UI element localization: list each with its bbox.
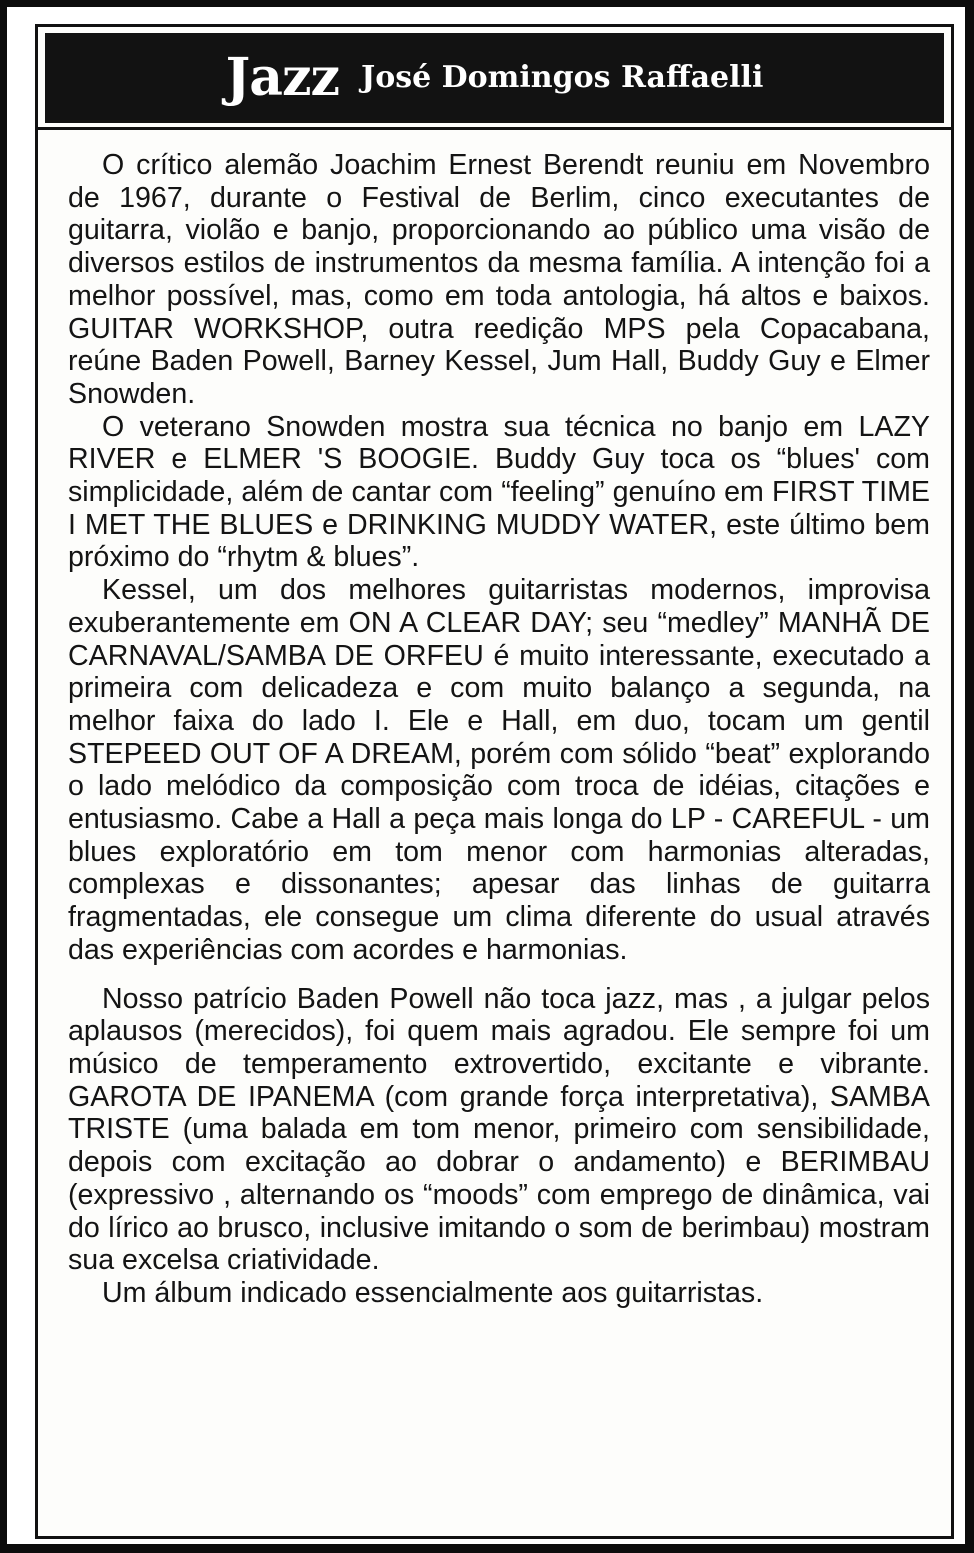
paragraph-snowden-guy: O veterano Snowden mostra sua técnica no banjo em LAZY RIVER e ELMER 'S BOOGIE. Buddy Guy toca os “blues' com simplicidade, além de cantar com “feeling” genuíno em FIRST TIME I MET THE BLUES e DRINKING MUDDY WATER, este último bem próximo do “rhytm & blues”. bbox=[68, 410, 930, 574]
column-header bbox=[45, 33, 944, 123]
paragraph-intro: O crítico alemão Joachim Ernest Berendt reuniu em Novembro de 1967, durante o Festival de Berlim, cinco executantes de guitarra, violão e banjo, proporcionando ao público uma visão de diversos estilos de instrumentos da mesma família. A intenção foi a melhor possível, mas, como em toda antologia, há altos e baixos. GUITAR WORKSHOP, outra reedição MPS pela Copacabana, reúne Baden Powell, Barney Kessel, Jum Hall, Buddy Guy e Elmer Snowden. bbox=[68, 149, 930, 410]
paragraph-conclusion: Um álbum indicado essencialmente aos guitarristas. bbox=[102, 1276, 764, 1309]
paragraph-kessel-hall: Kessel, um dos melhores guitarristas modernos, improvisa exuberantemente em ON A CLEAR DAY; seu “medley” MANHÃ DE CARNAVAL/SAMBA DE ORFEU é muito interessante, executado a primeira com delicadeza e com muito balanço a segunda, na melhor faixa do lado I. Ele e Hall, em duo, tocam um gentil STEPEED OUT OF A DREAM, porém com sólido “beat” explorando o lado melódico da composição com troca de idéias, citações e entusiasmo. Cabe a Hall a peça mais longa do LP - CAREFUL - um blues exploratório em tom menor com harmonias alteradas, complexas e dissonantes; apesar das linhas de guitarra fragmentadas, ele consegue um clima diferente do usual através das experiências com acordes e harmonias. bbox=[68, 574, 930, 966]
column-frame bbox=[35, 24, 954, 1539]
header-divider bbox=[38, 127, 951, 130]
newspaper-clipping bbox=[7, 7, 965, 1544]
article-body bbox=[68, 149, 930, 1310]
section-title: Jazz bbox=[225, 47, 340, 108]
author-byline: José Domingos Raffaelli bbox=[361, 60, 764, 95]
paragraph-baden-powell: Nosso patrício Baden Powell não toca jazz, mas , a julgar pelos aplausos (merecidos), foi quem mais agradou. Ele sempre foi um músico de temperamento extrovertido, excitante e vibrante. GAROTA DE IPANEMA (com grande força interpretativa), SAMBA TRISTE (uma balada em tom menor, primeiro com sensibilidade, depois com excitação ao dobrar o andamento) e BERIMBAU (expressivo , alternando os “moods” com emprego de dinâmica, vai do lírico ao brusco, inclusive imitando o som de berimbau) mostram sua excelsa criatividade. bbox=[68, 982, 930, 1277]
